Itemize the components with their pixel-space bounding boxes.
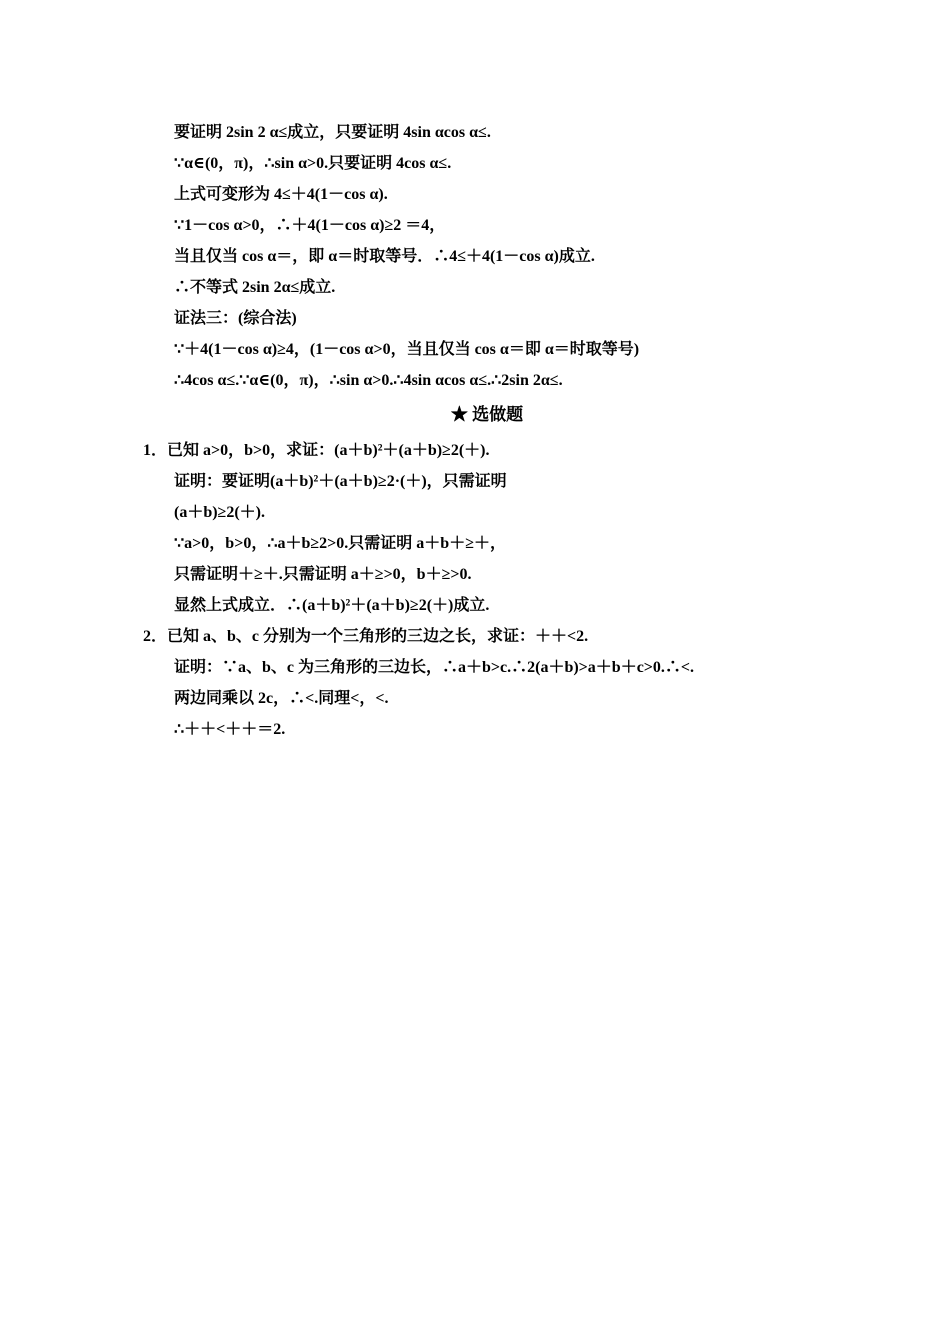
- problem-1-proof-line: ∵a>0，b>0，∴a＋b≥2>0.只需证明 a＋b＋≥＋，: [174, 535, 506, 552]
- problem-2-proof-line: 两边同乘以 2c，∴<.同理<，<.: [174, 690, 389, 707]
- text-line: ∵＋4(1－cos α)≥4，(1－cos α>0，当且仅当 cos α＝即 α＝时取等号): [174, 341, 640, 358]
- problem-2-statement: 2．已知 a、b、c 分别为一个三角形的三边之长，求证：＋＋<2.: [143, 628, 589, 645]
- problem-1-statement: 1．已知 a>0，b>0，求证：(a＋b)²＋(a＋b)≥2(＋).: [143, 442, 490, 459]
- proof-method-heading: 证法三：(综合法): [174, 310, 297, 327]
- text-line: 上式可变形为 4≤＋4(1－cos α).: [174, 186, 388, 203]
- problem-1-proof-line: 证明：要证明(a＋b)²＋(a＋b)≥2·(＋)，只需证明: [174, 473, 507, 490]
- text-line: ∵α∈(0，π)，∴sin α>0.只要证明 4cos α≤.: [174, 155, 452, 172]
- text-line: ∴4cos α≤.∵α∈(0，π)，∴sin α>0.∴4sin αcos α≤.∴2sin 2α≤.: [174, 372, 563, 389]
- text-line: 当且仅当 cos α＝，即 α＝时取等号．∴4≤＋4(1－cos α)成立.: [174, 248, 595, 265]
- problem-2-proof-line: 证明：∵a、b、c 为三角形的三边长，∴a＋b>c.∴2(a＋b)>a＋b＋c>0.∴<.: [174, 659, 695, 676]
- text-line: 要证明 2sin 2 α≤成立，只要证明 4sin αcos α≤.: [174, 124, 491, 141]
- problem-1-proof-line: 只需证明＋≥＋.只需证明 a＋≥>0，b＋≥>0.: [174, 566, 472, 583]
- problem-1-proof-line: 显然上式成立．∴(a＋b)²＋(a＋b)≥2(＋)成立.: [174, 597, 490, 614]
- text-line: ∴不等式 2sin 2α≤成立.: [174, 279, 336, 296]
- section-title: ★ 选做题: [450, 405, 524, 424]
- problem-1-proof-line: (a＋b)≥2(＋).: [174, 504, 265, 521]
- text-line: ∵1－cos α>0，∴＋4(1－cos α)≥2 ＝4，: [174, 217, 446, 234]
- problem-2-proof-line: ∴＋＋<＋＋＝2.: [174, 721, 286, 738]
